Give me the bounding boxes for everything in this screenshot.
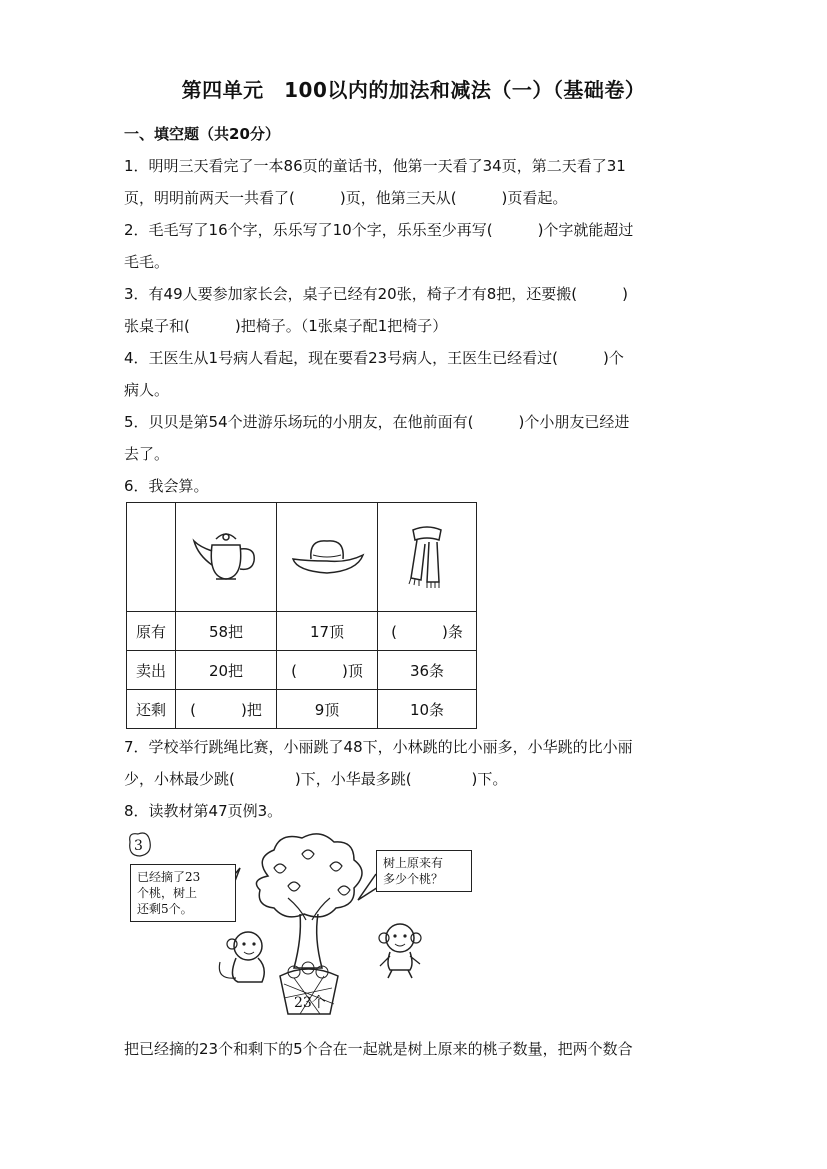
text-line: 去了。 — [124, 445, 170, 463]
text-line: 病人。 — [124, 381, 170, 399]
text-line: 页，明明前两天一共看了( )页，他第三天从( )页看起。 — [124, 189, 568, 207]
text-line: 张桌子和( )把椅子。（1张桌子配1把椅子） — [124, 317, 448, 335]
row-label: 原有 — [127, 612, 176, 651]
text-line: 8．读教材第47页例3。 — [124, 802, 283, 820]
teapot-icon — [186, 525, 266, 585]
speech-bubble-left — [130, 864, 236, 922]
hat-icon — [287, 525, 367, 585]
bubble-text-line: 已经摘了23 — [137, 870, 201, 884]
teapot-cell — [176, 503, 277, 612]
text-line: 少，小林最少跳( )下，小华最多跳( )下。 — [124, 770, 508, 788]
hat-cell — [277, 503, 378, 612]
text-line: 5．贝贝是第54个进游乐场玩的小朋友，在他前面有( )个小朋友已经进 — [124, 413, 630, 431]
bubble-text-line: 多少个桃？ — [383, 872, 444, 886]
bubble-text-line: 个桃，树上 — [137, 886, 198, 900]
text-line: 3．有49人要参加家长会，桌子已经有20张，椅子才有8把，还要搬( ) — [124, 285, 628, 303]
row-label: 卖出 — [127, 651, 176, 690]
table-cell: 10条 — [378, 690, 477, 729]
text-line: 毛毛。 — [124, 253, 170, 271]
text-line: 2．毛毛写了16个字，乐乐写了10个字，乐乐至少再写( )个字就能超过 — [124, 221, 634, 239]
table-cell: 17顶 — [277, 612, 378, 651]
table-corner-cell — [127, 503, 176, 612]
basket-label: 23个 — [294, 995, 326, 1011]
table-cell: 20把 — [176, 651, 277, 690]
sales-table — [126, 502, 477, 729]
text-line: 7．学校举行跳绳比赛，小丽跳了48下，小林跳的比小丽多，小华跳的比小丽 — [124, 738, 633, 756]
text-line: 1．明明三天看完了一本86页的童话书，他第一天看了34页，第二天看了31 — [124, 157, 626, 175]
table-cell: 36条 — [378, 651, 477, 690]
table-cell: 9顶 — [277, 690, 378, 729]
table-cell: 58把 — [176, 612, 277, 651]
speech-bubble-right — [376, 850, 472, 892]
section-heading: 一、填空题（共20分） — [124, 125, 280, 143]
example-number: 3 — [134, 838, 143, 854]
text-line: 把已经摘的23个和剩下的5个合在一起就是树上原来的桃子数量，把两个数合 — [124, 1040, 633, 1058]
scarf-cell — [378, 503, 477, 612]
table-cell: ( )把 — [176, 690, 277, 729]
row-label: 还剩 — [127, 690, 176, 729]
bubble-text-line: 还剩5个。 — [137, 902, 193, 916]
page-title: 第四单元 100以内的加法和减法（一）（基础卷） — [181, 78, 646, 102]
bubble-text-line: 树上原来有 — [383, 856, 444, 870]
table-cell: ( )顶 — [277, 651, 378, 690]
table-cell: ( )条 — [378, 612, 477, 651]
scarf-icon — [397, 520, 457, 590]
text-line: 6．我会算。 — [124, 477, 209, 495]
peach-tree-illustration — [124, 828, 484, 1018]
text-line: 4．王医生从1号病人看起，现在要看23号病人，王医生已经看过( )个 — [124, 349, 624, 367]
